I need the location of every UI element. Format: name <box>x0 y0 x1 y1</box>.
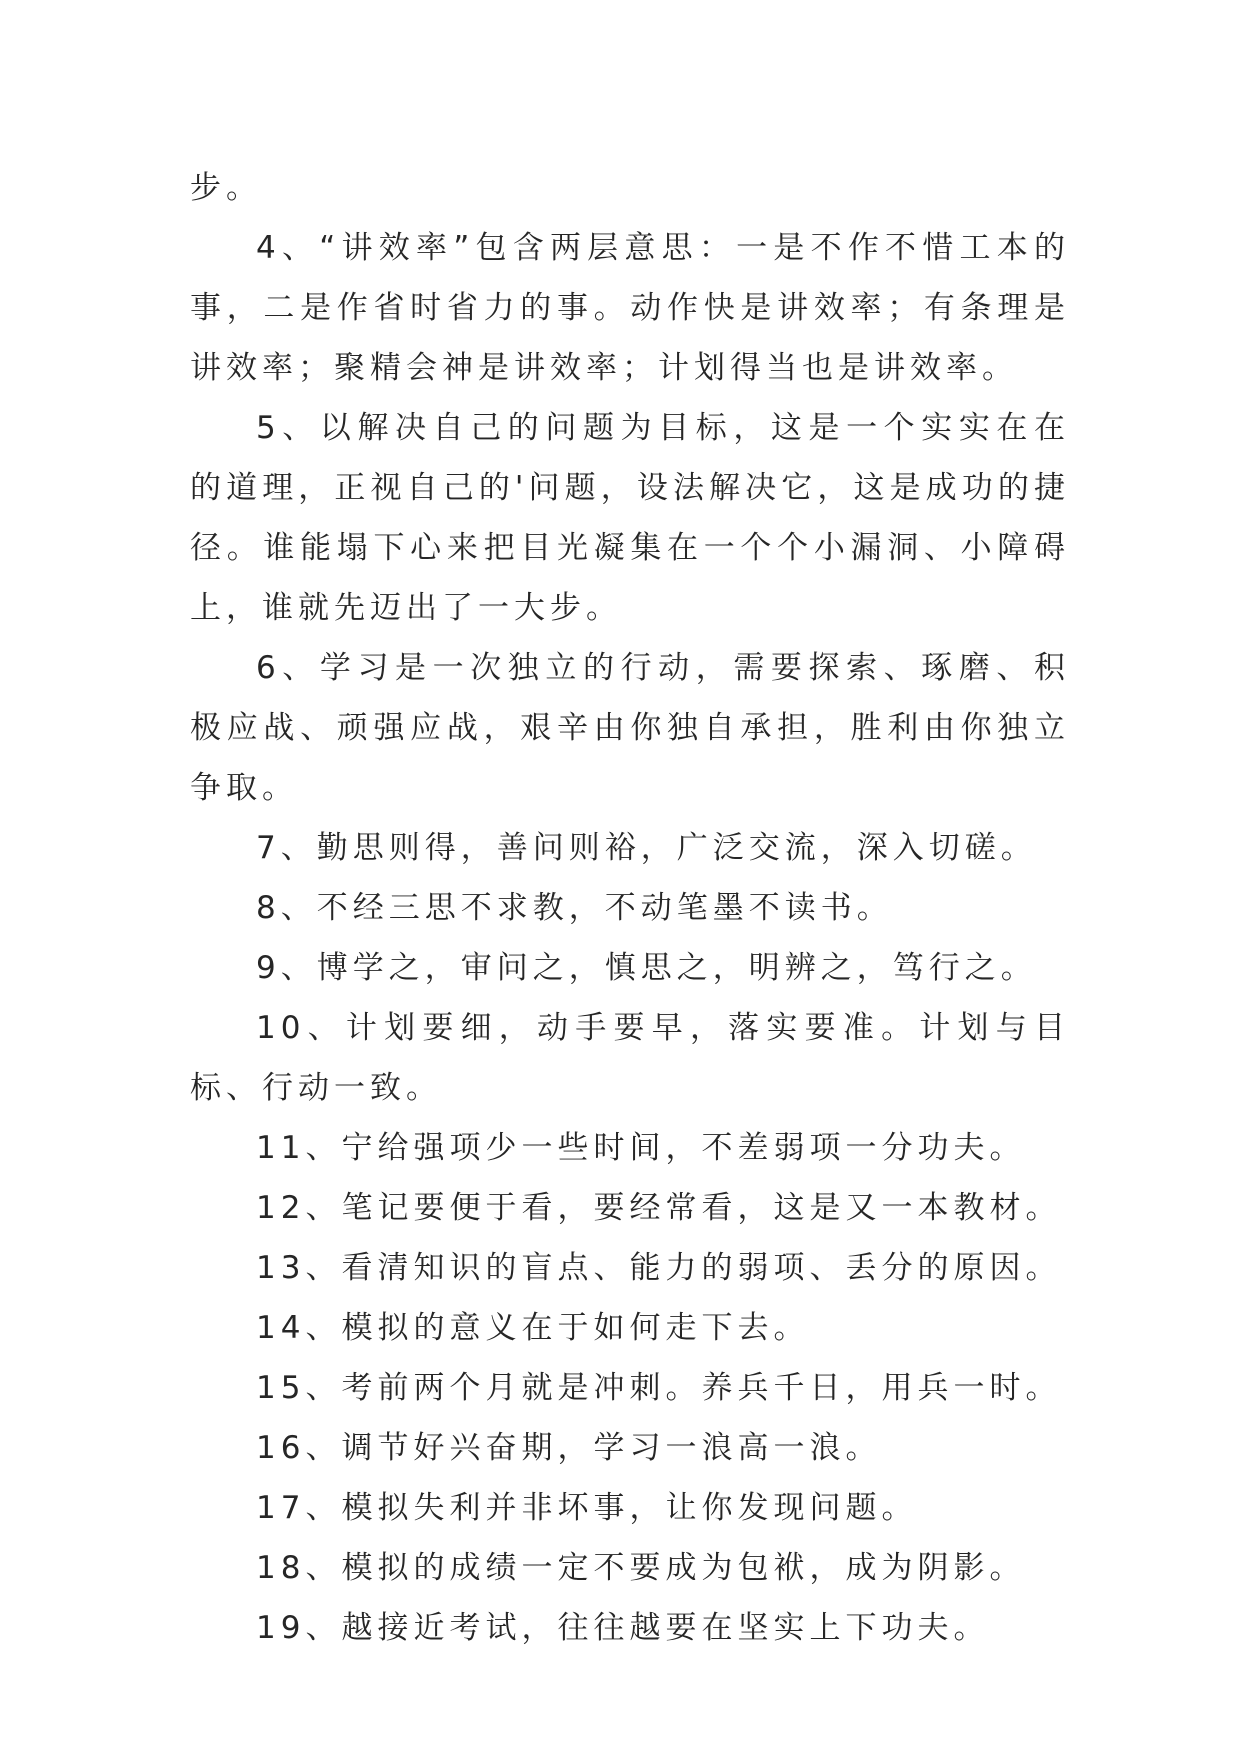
paragraph: 15、考前两个月就是冲刺。养兵千日，用兵一时。 <box>256 1370 1062 1406</box>
paragraph: 4、“讲效率”包含两层意思：一是不作不惜工本的事，二是作省时省力的事。动作快是讲效率；有条理是讲效率；聚精会神是讲效率；计划得当也是讲效率。 <box>190 230 1070 386</box>
paragraph: 7、勤思则得，善问则裕，广泛交流，深入切磋。 <box>256 830 1037 866</box>
paragraph: 17、模拟失利并非坏事，让你发现问题。 <box>256 1490 918 1526</box>
paragraph: 14、模拟的意义在于如何走下去。 <box>256 1310 810 1346</box>
paragraph: 5、以解决自己的问题为目标，这是一个实实在在的道理，正视自己的'问题，设法解决它，这是成功的捷径。谁能塌下心来把目光凝集在一个个小漏洞、小障碍上，谁就先迈出了一大步。 <box>190 410 1070 626</box>
paragraph: 步。 <box>190 170 262 206</box>
paragraph: 18、模拟的成绩一定不要成为包袱，成为阴影。 <box>256 1550 1026 1586</box>
paragraph: 12、笔记要便于看，要经常看，这是又一本教材。 <box>256 1190 1062 1226</box>
paragraph: 13、看清知识的盲点、能力的弱项、丢分的原因。 <box>256 1250 1062 1286</box>
document-body <box>190 158 1070 1658</box>
paragraph: 9、博学之，审问之，慎思之，明辨之，笃行之。 <box>256 950 1037 986</box>
paragraph: 10、计划要细，动手要早，落实要准。计划与目标、行动一致。 <box>190 1010 1070 1106</box>
paragraph: 11、宁给强项少一些时间，不差弱项一分功夫。 <box>256 1130 1026 1166</box>
paragraph: 8、不经三思不求教，不动笔墨不读书。 <box>256 890 893 926</box>
paragraph: 19、越接近考试，往往越要在坚实上下功夫。 <box>256 1610 990 1646</box>
paragraph: 6、学习是一次独立的行动，需要探索、琢磨、积极应战、顽强应战，艰辛由你独自承担，胜利由你独立争取。 <box>190 650 1070 806</box>
paragraph: 16、调节好兴奋期，学习一浪高一浪。 <box>256 1430 882 1466</box>
